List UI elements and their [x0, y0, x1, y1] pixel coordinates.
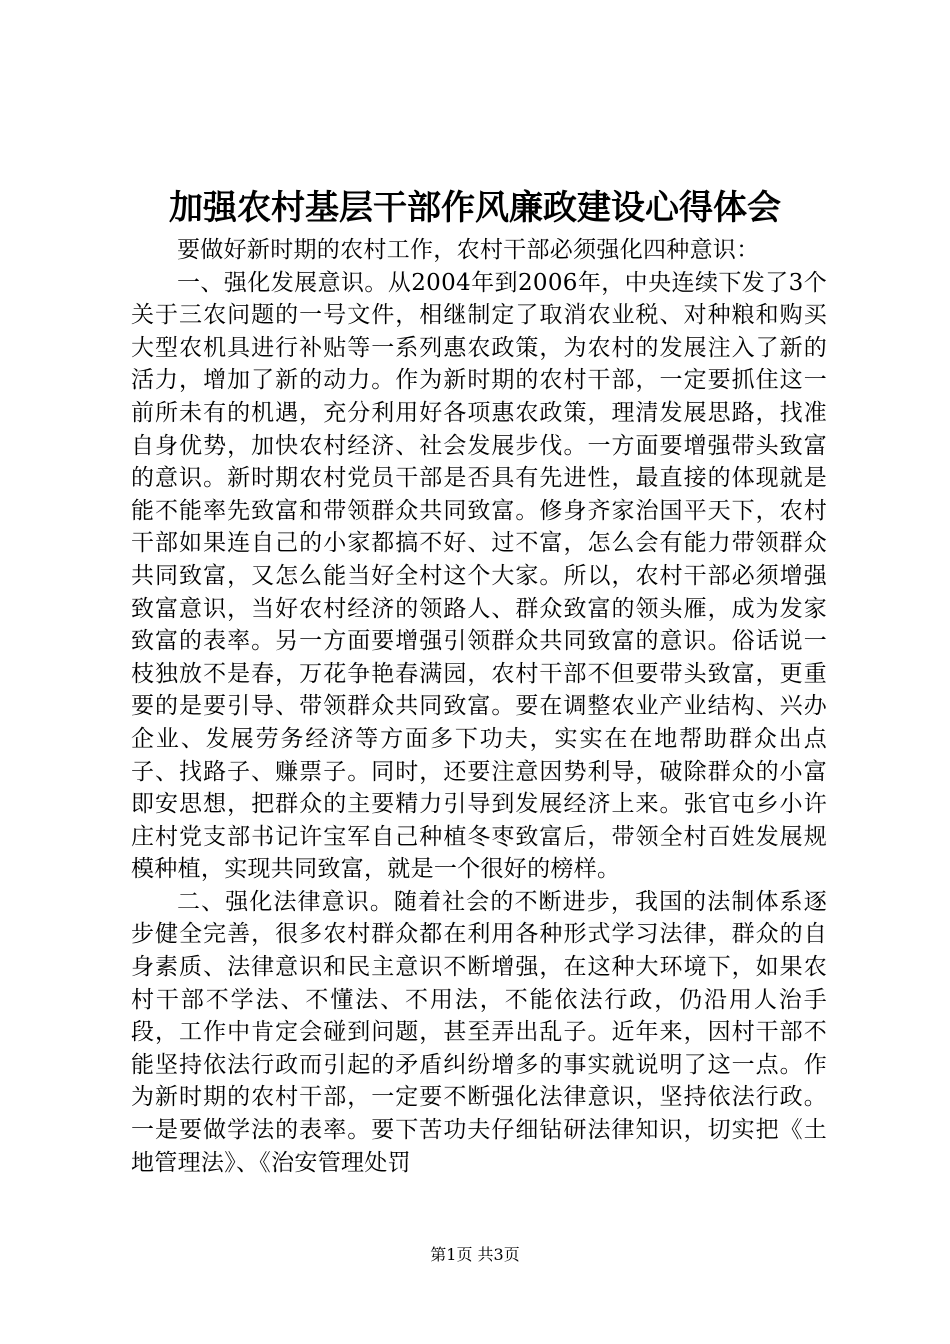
- paragraph-development: 一、强化发展意识。从2004年到2006年，中央连续下发了3个关于三农问题的一号文件，相继制定了取消农业税、对种粮和购买大型农机具进行补贴等一系列惠农政策，为农村的发展注入了新的活力，增加了新的动力。作为新时期的农村干部，一定要抓住这一前所未有的机遇，充分利用好各项惠农政策，理清发展思路，找准自身优势，加快农村经济、社会发展步伐。一方面要增强带头致富的意识。新时期农村党员干部是否具有先进性，最直接的体现就是能不能率先致富和带领群众共同致富。修身齐家治国平天下，农村干部如果连自己的小家都搞不好、过不富，怎么会有能力带领群众共同致富，又怎么能当好全村这个大家。所以，农村干部必须增强致富意识，当好农村经济的领路人、群众致富的领头雁，成为发家致富的表率。另一方面要增强引领群众共同致富的意识。俗话说一枝独放不是春，万花争艳春满园，农村干部不但要带头致富，更重要的是要引导、带领群众共同致富。要在调整农业产业结构、兴办企业、发展劳务经济等方面多下功夫，实实在在地帮助群众出点子、找路子、赚票子。同时，还要注意因势利导，破除群众的小富即安思想，把群众的主要精力引导到发展经济上来。张官屯乡小许庄村党支部书记许宝军自己种植冬枣致富后，带领全村百姓发展规模种植，实现共同致富，就是一个很好的榜样。: [131, 269, 827, 883]
- paragraph-intro: 要做好新时期的农村工作，农村干部必须强化四种意识：: [177, 237, 760, 263]
- document-body: [131, 234, 827, 1179]
- paragraph-law: 二、强化法律意识。随着社会的不断进步，我国的法制体系逐步健全完善，很多农村群众都在利用各种形式学习法律，群众的自身素质、法律意识和民主意识不断增强，在这种大环境下，如果农村干部不学法、不懂法、不用法，不能依法行政，仍沿用人治手段，工作中肯定会碰到问题，甚至弄出乱子。近年来，因村干部不能坚持依法行政而引起的矛盾纠纷增多的事实就说明了这一点。作为新时期的农村干部，一定要不断强化法律意识，坚持依法行政。一是要做学法的表率。要下苦功夫仔细钻研法律知识，切实把《土地管理法》、《治安管理处罚: [131, 888, 827, 1176]
- document-title: 加强农村基层干部作风廉政建设心得体会: [169, 188, 781, 228]
- page-number-footer: 第1页 共3页: [430, 1245, 520, 1264]
